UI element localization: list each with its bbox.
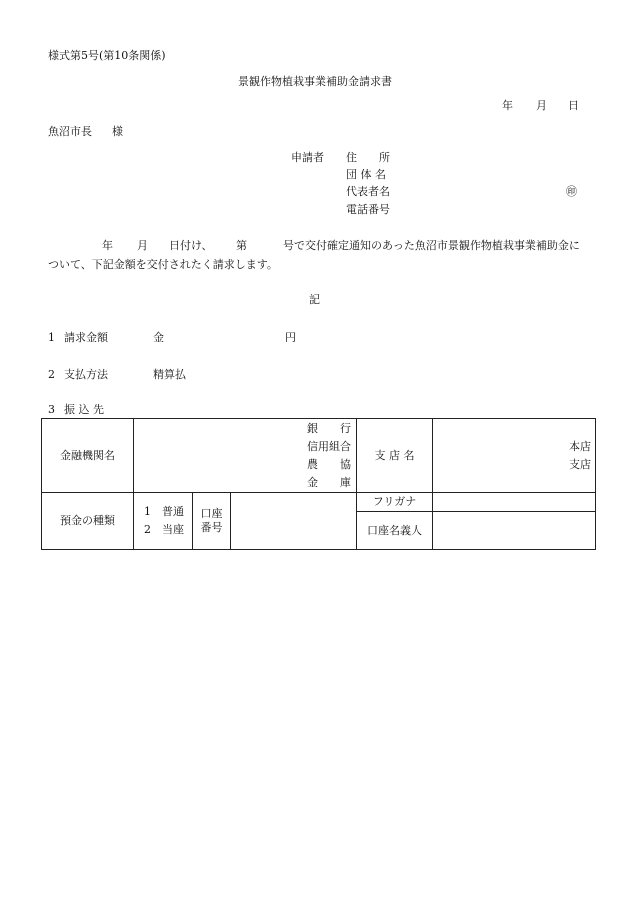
furigana-value-cell[interactable] <box>433 493 596 512</box>
bank-account-table <box>41 418 596 550</box>
form-number: 様式第5号(第10条関係) <box>48 49 166 62</box>
page-title: 景観作物植栽事業補助金請求書 <box>238 75 392 88</box>
payment-method-label: 支払方法 <box>64 368 108 381</box>
ki-heading: 記 <box>309 293 320 306</box>
branch-type-head-office: 本店 <box>569 439 592 453</box>
institution-label-cell: 金融機関名 <box>42 419 134 493</box>
date-day-label: 日 <box>568 99 579 112</box>
institution-type-shinkin: 金 庫 <box>307 475 352 489</box>
item-number: 2 <box>48 368 55 381</box>
body-text-line1: 号で交付確定通知のあった魚沼市景観作物植栽事業補助金に <box>283 239 580 252</box>
addressee-name: 魚沼市長 <box>48 125 92 138</box>
account-holder-value-cell[interactable] <box>433 512 596 550</box>
payment-method-value: 精算払 <box>153 368 186 381</box>
institution-type-ja: 農 協 <box>307 457 352 471</box>
body-dai: 第 <box>236 239 247 252</box>
date-year-label: 年 <box>502 99 513 112</box>
institution-type-credit-union: 信用組合 <box>307 439 352 453</box>
account-number-label-line1: 口座 <box>200 507 223 520</box>
account-number-cell[interactable] <box>231 493 357 550</box>
body-month: 月 <box>137 239 148 252</box>
account-number-label-line2: 番号 <box>200 521 223 534</box>
deposit-type-ordinary: 1 普通 <box>144 505 184 518</box>
applicant-label: 申請者 <box>291 151 324 164</box>
amount-label: 請求金額 <box>64 331 108 344</box>
item-number: 1 <box>48 331 55 344</box>
group-name-label: 団 体 名 <box>346 168 386 181</box>
addressee-honorific: 様 <box>112 125 123 138</box>
branch-name-cell[interactable] <box>433 419 596 493</box>
date-month-label: 月 <box>536 99 547 112</box>
phone-label: 電話番号 <box>346 203 390 216</box>
branch-label-cell: 支 店 名 <box>357 419 433 493</box>
deposit-type-options-cell[interactable] <box>134 493 193 550</box>
body-year: 年 <box>102 239 113 252</box>
amount-yen: 円 <box>285 331 296 344</box>
account-holder-label-cell: 口座名義人 <box>357 512 433 550</box>
representative-label: 代表者名 <box>346 185 390 198</box>
address-label: 住 所 <box>346 151 390 164</box>
furigana-label-cell: フリガナ <box>357 493 433 512</box>
transfer-destination-label: 振 込 先 <box>64 403 104 416</box>
account-number-label-cell <box>193 493 231 550</box>
institution-name-cell[interactable] <box>134 419 357 493</box>
institution-type-bank: 銀 行 <box>307 421 352 435</box>
branch-type-branch: 支店 <box>569 457 592 471</box>
seal-mark: ㊞ <box>566 185 577 198</box>
item-number: 3 <box>48 403 55 416</box>
body-text-line2: ついて、下記金額を交付されたく請求します。 <box>48 258 278 271</box>
body-day-dated: 日付け、 <box>169 239 213 252</box>
deposit-type-label-cell: 預金の種類 <box>42 493 134 550</box>
deposit-type-checking: 2 当座 <box>144 523 184 536</box>
amount-kin: 金 <box>153 331 164 344</box>
